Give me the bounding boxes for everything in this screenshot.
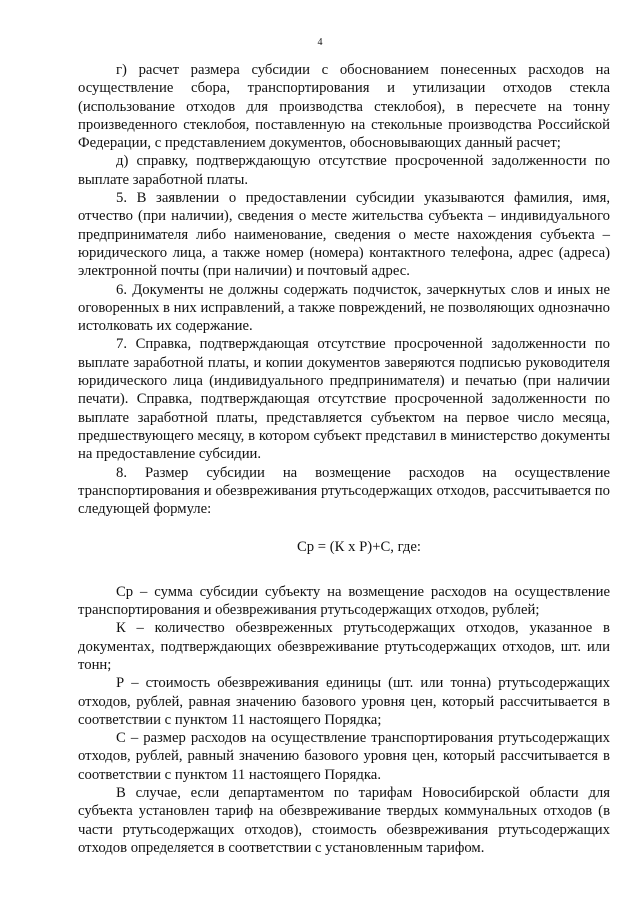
definition-c: С – размер расходов на осуществление транспортирования ртутьсодержащих отходов, рублей, равный значению базового уровня цен, который рассчитывается в соответствии с пунктом 11 настоящего Порядка.	[78, 730, 610, 783]
page-number: 4	[317, 37, 323, 48]
definition-k: К – количество обезвреженных ртутьсодержащих отходов, указанное в документах, подтверждающих обезвреживание ртутьсодержащих отходов, шт. или тонн;	[78, 620, 610, 673]
paragraph-clause-6: 6. Документы не должны содержать подчисток, зачеркнутых слов и иных не оговоренных в них исправлений, а также повреждений, не позволяющих однозначно истолковать их содержание.	[78, 281, 610, 335]
paragraph-tariff-case: В случае, если департаментом по тарифам Новосибирской области для субъекта установлен тариф на обезвреживание твердых коммунальных отходов (в части ртутьсодержащих отходов), стоимость обезвреживания ртутьсодержащих отходов определяется в соответствии с установленным тарифом.	[78, 784, 610, 856]
definition-p: Р – стоимость обезвреживания единицы (шт. или тонна) ртутьсодержащих отходов, рублей, равная значению базового уровня цен, который рассчитывается в соответствии с пунктом 11 настоящего Порядка;	[78, 675, 610, 728]
spacer	[78, 557, 610, 583]
paragraph-clause-7: 7. Справка, подтверждающая отсутствие просроченной задолженности по выплате заработной платы, и копии документов заверяются подписью руководителя юридического лица (индивидуального предпринимателя) и печатью (при наличии печати). Справка, подтверждающая отсутствие просроченной задолженности по выплате заработной платы, представляется субъектом на первое число месяца, предшествующего месяцу, в котором субъект представил в министерство документы на предоставление субсидии.	[78, 336, 610, 463]
paragraph-clause-8: 8. Размер субсидии на возмещение расходов на осуществление транспортирования и обезвреживания ртутьсодержащих отходов, рассчитывается по следующей формуле:	[78, 464, 610, 518]
paragraph-clause-5: 5. В заявлении о предоставлении субсидии указываются фамилия, имя, отчество (при наличии), сведения о месте жительства субъекта – индивидуального предпринимателя либо наименование, сведения о месте нахождения субъекта – юридического лица, а также номер (номера) контактного телефона, адрес (адреса) электронной почты (при наличии) и почтовый адрес.	[78, 190, 610, 280]
paragraph-item-g: г) расчет размера субсидии с обоснованием понесенных расходов на осуществление сбора, транспортирования и утилизации отходов стекла (использование отходов для производства стеклобоя), в пересчете на тонну произведенного стеклобоя, поставленную на стекольные производства Российской Федерации, с представлением документов, обосновывающих данный расчет;	[78, 62, 610, 152]
spacer	[78, 518, 610, 538]
document-body	[78, 61, 610, 857]
subsidy-formula: Ср = (К х Р)+С, где:	[297, 539, 421, 556]
paragraph-item-d: д) справку, подтверждающую отсутствие просроченной задолженности по выплате заработной платы.	[78, 153, 610, 188]
definition-cp: Ср – сумма субсидии субъекту на возмещение расходов на осуществление транспортирования и обезвреживания ртутьсодержащих отходов, рублей;	[78, 583, 610, 619]
